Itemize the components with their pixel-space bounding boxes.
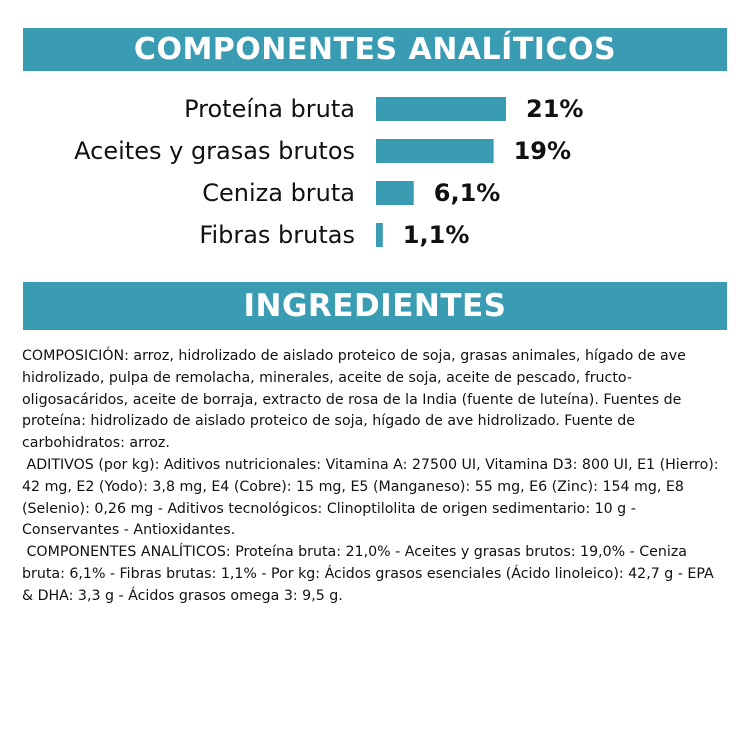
category-label: Proteína bruta [184, 95, 355, 123]
value-label: 6,1% [433, 179, 501, 207]
bar [376, 97, 506, 121]
category-label: Ceniza bruta [202, 179, 355, 207]
ingredients-section-title: INGREDIENTES [243, 288, 507, 324]
analytics-section-title: COMPONENTES ANALÍTICOS [133, 32, 617, 67]
bar [376, 223, 383, 247]
bar [376, 181, 414, 205]
analytics-bar-chart [0, 90, 750, 260]
analytics-section-header [23, 28, 727, 71]
composition-paragraph: COMPOSICIÓN: arroz, hidrolizado de aislado proteico de soja, grasas animales, hígado de ave hidrolizado, pulpa de remolacha, minerales, aceite de soja, aceite de pescado, fructo-oligosacáridos, aceite de borraja, extracto de rosa de la India (fuente de luteína). Fuentes de proteína: hidrolizado de aislado proteico de soja, hígado de ave hidrolizado. Fuente de carbohidratos: arroz. [22, 348, 691, 452]
category-label: Aceites y grasas brutos [74, 137, 355, 165]
value-label: 21% [526, 95, 584, 123]
value-label: 1,1% [402, 221, 470, 249]
analytical-components-paragraph: COMPONENTES ANALÍTICOS: Proteína bruta: 21,0% - Aceites y grasas brutos: 19,0% - Ceniza bruta: 6,1% - Fibras brutas: 1,1% - Por kg: Ácidos grasos esenciales (Ácido linoleico): 42,7 g - EPA & DHA: 3,3 g - Ácidos grasos omega 3: 9,5 g. [22, 544, 719, 604]
ingredients-text-block [22, 346, 728, 608]
additives-paragraph: ADITIVOS (por kg): Aditivos nutricionales: Vitamina A: 27500 UI, Vitamina D3: 800 UI, E1 (Hierro): 42 mg, E2 (Yodo): 3,8 mg, E4 (Cobre): 15 mg, E5 (Manganeso): 55 mg, E6 (Zinc): 154 mg, E8 (Selenio): 0,26 mg - Aditivos tecnológicos: Clinoptilolita de origen sedimentario: 10 g - Conservantes - Antioxidantes. [22, 456, 724, 539]
value-label: 19% [513, 137, 572, 165]
bar [376, 139, 494, 163]
category-label: Fibras brutas [199, 221, 355, 249]
ingredients-section-header [23, 282, 727, 330]
